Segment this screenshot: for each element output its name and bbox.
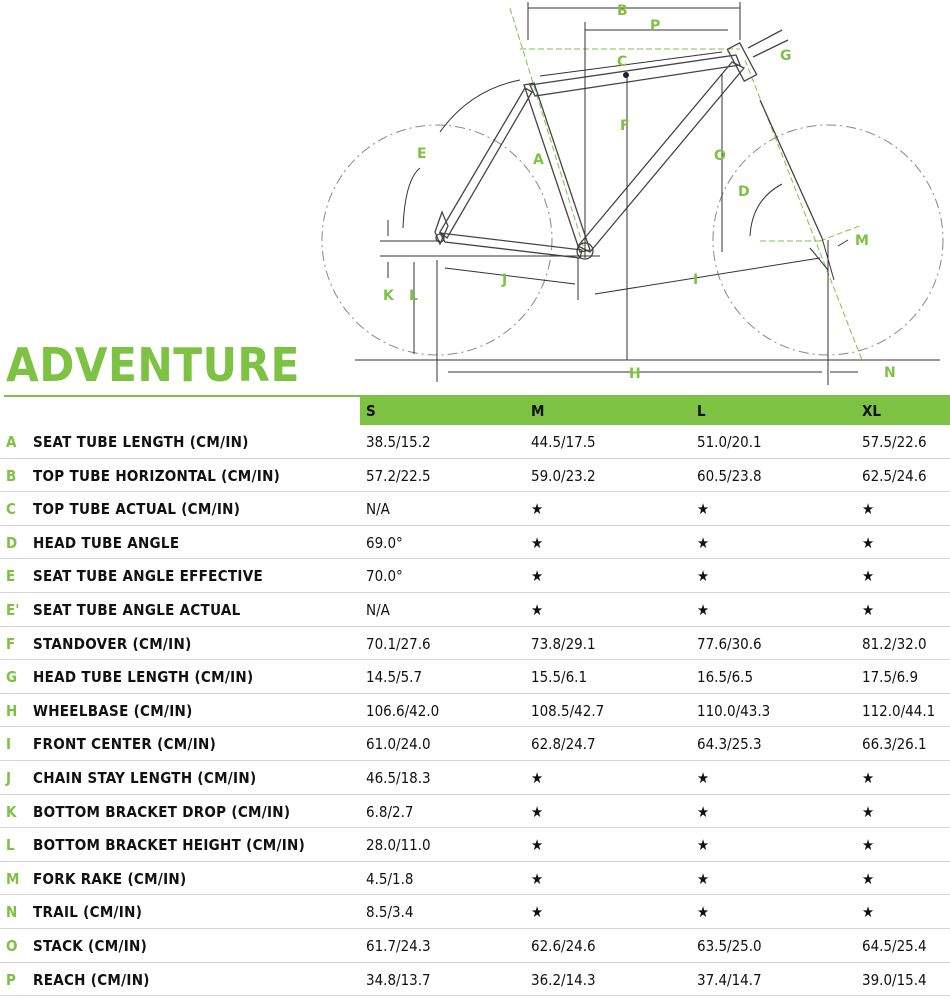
label-h: H xyxy=(629,366,641,382)
row-value-l: ★ xyxy=(697,500,710,519)
row-letter: G xyxy=(6,668,18,687)
size-header-xl: XL xyxy=(862,402,882,420)
row-value-l: 110.0/43.3 xyxy=(697,701,771,720)
row-letter: L xyxy=(6,836,15,855)
row-label: WHEELBASE (CM/IN) xyxy=(33,701,193,720)
row-value-m: 15.5/6.1 xyxy=(531,668,588,687)
table-row xyxy=(0,459,950,493)
row-value-s: 28.0/11.0 xyxy=(366,836,431,855)
row-label: BOTTOM BRACKET DROP (CM/IN) xyxy=(33,802,291,821)
label-d: D xyxy=(738,184,750,200)
label-a: A xyxy=(533,152,544,168)
row-value-m: ★ xyxy=(531,600,544,619)
row-letter: E xyxy=(6,567,16,586)
geometry-table xyxy=(0,395,950,996)
row-value-l: 37.4/14.7 xyxy=(697,970,762,989)
seat-stay xyxy=(440,88,532,238)
label-k: K xyxy=(383,288,394,304)
row-value-xl: 62.5/24.6 xyxy=(862,466,927,485)
row-letter: I xyxy=(6,735,12,754)
row-value-xl: ★ xyxy=(862,768,875,787)
row-label: HEAD TUBE ANGLE xyxy=(33,533,180,552)
row-value-m: ★ xyxy=(531,836,544,855)
row-label: CHAIN STAY LENGTH (CM/IN) xyxy=(33,768,257,787)
row-value-m: 59.0/23.2 xyxy=(531,466,596,485)
row-value-s: 61.0/24.0 xyxy=(366,735,431,754)
row-value-s: 46.5/18.3 xyxy=(366,768,431,787)
row-value-m: ★ xyxy=(531,802,544,821)
row-value-s: 4.5/1.8 xyxy=(366,869,414,888)
row-letter: B xyxy=(6,466,17,485)
row-value-m: 73.8/29.1 xyxy=(531,634,596,653)
label-g: G xyxy=(780,48,792,64)
table-row xyxy=(0,660,950,694)
table-row xyxy=(0,828,950,862)
row-value-xl: ★ xyxy=(862,533,875,552)
row-value-s: 70.1/27.6 xyxy=(366,634,431,653)
table-row xyxy=(0,559,950,593)
row-value-xl: 39.0/15.4 xyxy=(862,970,927,989)
row-letter: M xyxy=(6,869,20,888)
table-row xyxy=(0,627,950,661)
row-letter: D xyxy=(6,533,18,552)
chain-stay xyxy=(440,233,582,258)
table-row xyxy=(0,895,950,929)
row-value-s: N/A xyxy=(366,500,390,519)
row-value-m: ★ xyxy=(531,768,544,787)
row-value-s: 70.0° xyxy=(366,567,403,586)
table-row xyxy=(0,593,950,627)
table-row xyxy=(0,862,950,896)
row-value-xl: ★ xyxy=(862,600,875,619)
row-label: BOTTOM BRACKET HEIGHT (CM/IN) xyxy=(33,836,306,855)
row-letter: N xyxy=(6,903,18,922)
row-value-m: ★ xyxy=(531,567,544,586)
row-letter: A xyxy=(6,433,17,451)
row-label: TOP TUBE HORIZONTAL (CM/IN) xyxy=(33,466,281,485)
size-header-s: S xyxy=(366,402,376,420)
size-header-l: L xyxy=(697,402,706,420)
row-label: STANDOVER (CM/IN) xyxy=(33,634,192,653)
row-value-m: 62.6/24.6 xyxy=(531,936,596,955)
label-p: P xyxy=(650,18,661,34)
row-value-l: ★ xyxy=(697,533,710,552)
row-value-xl: ★ xyxy=(862,869,875,888)
row-label: REACH (CM/IN) xyxy=(33,970,150,989)
row-value-m: ★ xyxy=(531,533,544,552)
table-body xyxy=(0,425,950,996)
row-label: TRAIL (CM/IN) xyxy=(33,903,143,922)
row-value-s: 34.8/13.7 xyxy=(366,970,431,989)
label-o: O xyxy=(714,148,726,164)
row-value-l: 51.0/20.1 xyxy=(697,433,762,451)
label-n: N xyxy=(884,365,896,381)
row-value-xl: 64.5/25.4 xyxy=(862,936,927,955)
table-row xyxy=(0,492,950,526)
row-value-xl: 81.2/32.0 xyxy=(862,634,927,653)
row-value-l: ★ xyxy=(697,567,710,586)
row-value-l: ★ xyxy=(697,802,710,821)
row-label: STACK (CM/IN) xyxy=(33,936,148,955)
label-i: I xyxy=(693,272,699,288)
row-value-s: 8.5/3.4 xyxy=(366,903,414,922)
table-row xyxy=(0,963,950,997)
row-value-m: ★ xyxy=(531,903,544,922)
row-value-xl: 57.5/22.6 xyxy=(862,433,927,451)
top-tube-midpoint xyxy=(623,72,629,78)
row-value-xl: ★ xyxy=(862,500,875,519)
row-value-m: ★ xyxy=(531,869,544,888)
table-row xyxy=(0,727,950,761)
label-c: C xyxy=(617,54,628,70)
bike-geometry-diagram xyxy=(0,0,950,395)
table-row xyxy=(0,795,950,829)
row-letter: C xyxy=(6,500,16,519)
row-value-xl: ★ xyxy=(862,836,875,855)
table-row xyxy=(0,694,950,728)
row-label: FORK RAKE (CM/IN) xyxy=(33,869,187,888)
row-label: FRONT CENTER (CM/IN) xyxy=(33,735,217,754)
row-value-xl: 17.5/6.9 xyxy=(862,668,919,687)
table-header xyxy=(0,395,950,425)
row-value-l: 16.5/6.5 xyxy=(697,668,754,687)
row-value-l: ★ xyxy=(697,768,710,787)
wheels xyxy=(322,125,943,355)
row-value-xl: ★ xyxy=(862,903,875,922)
row-value-s: 38.5/15.2 xyxy=(366,433,431,451)
row-value-m: 62.8/24.7 xyxy=(531,735,596,754)
row-value-xl: ★ xyxy=(862,802,875,821)
row-value-l: ★ xyxy=(697,836,710,855)
row-value-l: 77.6/30.6 xyxy=(697,634,762,653)
row-label: SEAT TUBE ANGLE EFFECTIVE xyxy=(33,567,263,586)
label-f: F xyxy=(620,118,630,134)
row-value-xl: 66.3/26.1 xyxy=(862,735,927,754)
label-l: L xyxy=(409,288,418,304)
row-letter: E' xyxy=(6,600,20,619)
row-value-m: 108.5/42.7 xyxy=(531,701,605,720)
row-value-m: ★ xyxy=(531,500,544,519)
row-value-l: 63.5/25.0 xyxy=(697,936,762,955)
row-value-s: 61.7/24.3 xyxy=(366,936,431,955)
label-m: M xyxy=(855,233,869,249)
row-value-m: 36.2/14.3 xyxy=(531,970,596,989)
row-label: HEAD TUBE LENGTH (CM/IN) xyxy=(33,668,254,687)
row-letter: J xyxy=(6,768,12,787)
row-letter: O xyxy=(6,936,18,955)
table-row xyxy=(0,425,950,459)
row-value-xl: 112.0/44.1 xyxy=(862,701,936,720)
row-value-s: 69.0° xyxy=(366,533,403,552)
row-letter: P xyxy=(6,970,16,989)
table-row xyxy=(0,929,950,963)
row-value-s: 106.6/42.0 xyxy=(366,701,440,720)
row-label: TOP TUBE ACTUAL (CM/IN) xyxy=(33,500,241,519)
page-title: ADVENTURE xyxy=(6,338,300,392)
row-value-l: ★ xyxy=(697,903,710,922)
table-row xyxy=(0,761,950,795)
row-label: SEAT TUBE ANGLE ACTUAL xyxy=(33,600,241,619)
row-value-s: 6.8/2.7 xyxy=(366,802,414,821)
guide-lines xyxy=(510,8,862,360)
label-j: J xyxy=(502,272,508,288)
row-value-l: 64.3/25.3 xyxy=(697,735,762,754)
row-value-xl: ★ xyxy=(862,567,875,586)
row-value-m: 44.5/17.5 xyxy=(531,433,596,451)
row-value-s: N/A xyxy=(366,600,390,619)
row-value-l: 60.5/23.8 xyxy=(697,466,762,485)
row-value-s: 57.2/22.5 xyxy=(366,466,431,485)
row-value-l: ★ xyxy=(697,600,710,619)
row-letter: K xyxy=(6,802,17,821)
label-e: E xyxy=(417,146,427,162)
row-letter: H xyxy=(6,701,18,720)
size-header-m: M xyxy=(531,402,545,420)
row-label: SEAT TUBE LENGTH (CM/IN) xyxy=(33,433,249,451)
dimension-lines xyxy=(355,2,940,385)
row-letter: F xyxy=(6,634,16,653)
label-b: B xyxy=(617,3,628,19)
row-value-s: 14.5/5.7 xyxy=(366,668,423,687)
table-row xyxy=(0,526,950,560)
row-value-l: ★ xyxy=(697,869,710,888)
